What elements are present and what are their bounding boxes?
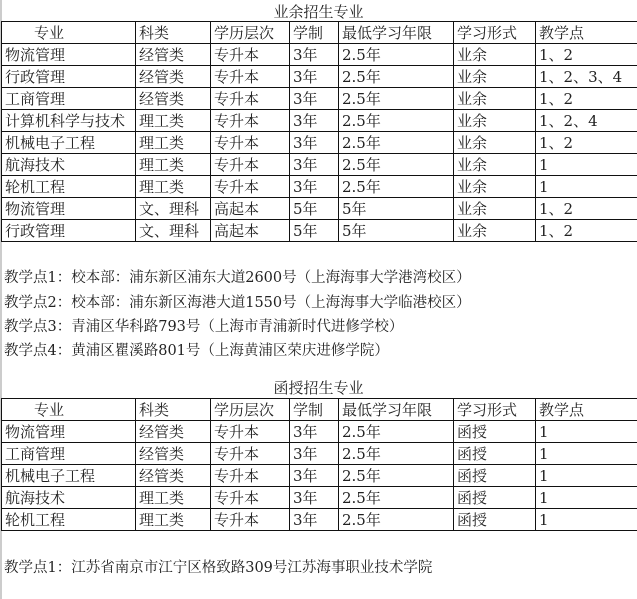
table-cell: 1 <box>536 421 637 443</box>
table-cell: 业余 <box>454 110 536 132</box>
table-header-row <box>2 399 637 421</box>
table-cell: 专升本 <box>211 88 290 110</box>
table-row <box>2 220 637 242</box>
table-cell: 工商管理 <box>2 443 136 465</box>
table-cell: 函授 <box>454 509 536 531</box>
table-cell: 业余 <box>454 66 536 88</box>
column-header: 专业 <box>2 399 136 421</box>
table-row <box>2 154 637 176</box>
table-cell: 2.5年 <box>339 465 454 487</box>
column-header: 最低学习年限 <box>339 399 454 421</box>
table-cell: 物流管理 <box>2 198 136 220</box>
table-cell: 3年 <box>290 509 339 531</box>
table-cell: 专升本 <box>211 66 290 88</box>
table-cell: 理工类 <box>136 132 211 154</box>
table-cell: 业余 <box>454 220 536 242</box>
table-cell: 3年 <box>290 88 339 110</box>
table-cell: 2.5年 <box>339 132 454 154</box>
column-header: 科类 <box>136 399 211 421</box>
table-cell: 3年 <box>290 421 339 443</box>
table-cell: 行政管理 <box>2 220 136 242</box>
table-cell: 3年 <box>290 487 339 509</box>
table-cell: 1、2 <box>536 44 637 66</box>
table-cell: 行政管理 <box>2 66 136 88</box>
table-cell: 业余 <box>454 44 536 66</box>
column-header: 科类 <box>136 22 211 44</box>
table-cell: 经管类 <box>136 44 211 66</box>
table-cell: 专升本 <box>211 132 290 154</box>
table-cell: 专升本 <box>211 487 290 509</box>
table-cell: 航海技术 <box>2 154 136 176</box>
table-cell: 5年 <box>290 198 339 220</box>
table-row <box>2 132 637 154</box>
table-cell: 函授 <box>454 465 536 487</box>
teaching-site-note-1: 教学点1：校本部：浦东新区浦东大道2600号（上海海事大学港湾校区） <box>4 270 471 286</box>
table-cell: 业余 <box>454 176 536 198</box>
table-cell: 1、2 <box>536 198 637 220</box>
table-cell: 2.5年 <box>339 88 454 110</box>
table-row <box>2 487 637 509</box>
table-cell: 业余 <box>454 88 536 110</box>
table-row <box>2 198 637 220</box>
table-cell: 理工类 <box>136 176 211 198</box>
table-cell: 1 <box>536 176 637 198</box>
table-cell: 工商管理 <box>2 88 136 110</box>
table-cell: 经管类 <box>136 421 211 443</box>
table-cell: 专升本 <box>211 44 290 66</box>
table-row <box>2 509 637 531</box>
table-row <box>2 421 637 443</box>
column-header: 学习形式 <box>454 22 536 44</box>
table-cell: 专升本 <box>211 443 290 465</box>
table-cell: 经管类 <box>136 465 211 487</box>
table-cell: 2.5年 <box>339 66 454 88</box>
table-cell: 1 <box>536 443 637 465</box>
table-cell: 1 <box>536 509 637 531</box>
table-cell: 1、2 <box>536 88 637 110</box>
table-cell: 3年 <box>290 443 339 465</box>
teaching-site-note-2: 教学点2：校本部：浦东新区海港大道1550号（上海海事大学临港校区） <box>4 295 471 311</box>
table-cell: 文、理科 <box>136 220 211 242</box>
table-cell: 业余 <box>454 154 536 176</box>
column-header: 教学点 <box>536 399 637 421</box>
column-header: 学制 <box>290 22 339 44</box>
table-cell: 文、理科 <box>136 198 211 220</box>
section1-title: 业余招生专业 <box>273 3 364 21</box>
table-cell: 5年 <box>290 220 339 242</box>
table-row <box>2 443 637 465</box>
table-cell: 3年 <box>290 132 339 154</box>
table-cell: 函授 <box>454 487 536 509</box>
column-header: 学制 <box>290 399 339 421</box>
table-cell: 高起本 <box>211 198 290 220</box>
table-cell: 专升本 <box>211 465 290 487</box>
table-cell: 高起本 <box>211 220 290 242</box>
table-cell: 理工类 <box>136 110 211 132</box>
table-header-row <box>2 22 637 44</box>
table-cell: 理工类 <box>136 509 211 531</box>
table-row <box>2 88 637 110</box>
column-header: 最低学习年限 <box>339 22 454 44</box>
table-cell: 经管类 <box>136 66 211 88</box>
table-cell: 5年 <box>339 198 454 220</box>
table-cell: 专升本 <box>211 154 290 176</box>
table-cell: 1、2 <box>536 220 637 242</box>
table-cell: 航海技术 <box>2 487 136 509</box>
table-cell: 1 <box>536 154 637 176</box>
table-cell: 机械电子工程 <box>2 132 136 154</box>
table-cell: 理工类 <box>136 154 211 176</box>
table-cell: 业余 <box>454 198 536 220</box>
table-cell: 专升本 <box>211 509 290 531</box>
table-cell: 3年 <box>290 44 339 66</box>
table-row <box>2 66 637 88</box>
table-cell: 1、2、4 <box>536 110 637 132</box>
table-cell: 轮机工程 <box>2 176 136 198</box>
table-cell: 3年 <box>290 66 339 88</box>
table-cell: 物流管理 <box>2 421 136 443</box>
table-cell: 机械电子工程 <box>2 465 136 487</box>
table-row <box>2 44 637 66</box>
table-cell: 2.5年 <box>339 154 454 176</box>
table-row <box>2 465 637 487</box>
column-header: 学习形式 <box>454 399 536 421</box>
table-cell: 经管类 <box>136 88 211 110</box>
table-cell: 2.5年 <box>339 487 454 509</box>
table-cell: 3年 <box>290 465 339 487</box>
table-row <box>2 176 637 198</box>
table-cell: 1、2、3、4 <box>536 66 637 88</box>
table-cell: 5年 <box>339 220 454 242</box>
teaching-site-note-3: 教学点3：青浦区华科路793号（上海市青浦新时代进修学校） <box>4 319 404 335</box>
table-cell: 函授 <box>454 421 536 443</box>
table-cell: 轮机工程 <box>2 509 136 531</box>
column-header: 教学点 <box>536 22 637 44</box>
correspondence-site-note-1: 教学点1：江苏省南京市江宁区格致路309号江苏海事职业技术学院 <box>4 560 433 576</box>
table-cell: 业余 <box>454 132 536 154</box>
table-cell: 3年 <box>290 110 339 132</box>
table-cell: 函授 <box>454 443 536 465</box>
table-cell: 1、2 <box>536 132 637 154</box>
table-cell: 2.5年 <box>339 110 454 132</box>
section2-title: 函授招生专业 <box>273 379 364 397</box>
table-cell: 经管类 <box>136 443 211 465</box>
table-cell: 2.5年 <box>339 421 454 443</box>
column-header: 学历层次 <box>211 22 290 44</box>
table-cell: 1 <box>536 465 637 487</box>
table-cell: 理工类 <box>136 487 211 509</box>
table-cell: 3年 <box>290 176 339 198</box>
table-row <box>2 110 637 132</box>
table-cell: 专升本 <box>211 110 290 132</box>
table-cell: 物流管理 <box>2 44 136 66</box>
table-cell: 2.5年 <box>339 443 454 465</box>
table-cell: 2.5年 <box>339 176 454 198</box>
column-header: 学历层次 <box>211 399 290 421</box>
column-header: 专业 <box>2 22 136 44</box>
spare-time-programs-table <box>1 21 637 242</box>
table-cell: 专升本 <box>211 421 290 443</box>
table-cell: 2.5年 <box>339 44 454 66</box>
table-cell: 2.5年 <box>339 509 454 531</box>
table-cell: 专升本 <box>211 176 290 198</box>
table-cell: 计算机科学与技术 <box>2 110 136 132</box>
teaching-site-note-4: 教学点4：黄浦区瞿溪路801号（上海黄浦区荣庆进修学院） <box>4 343 389 359</box>
correspondence-programs-table <box>1 398 637 531</box>
table-cell: 1 <box>536 487 637 509</box>
table-cell: 3年 <box>290 154 339 176</box>
